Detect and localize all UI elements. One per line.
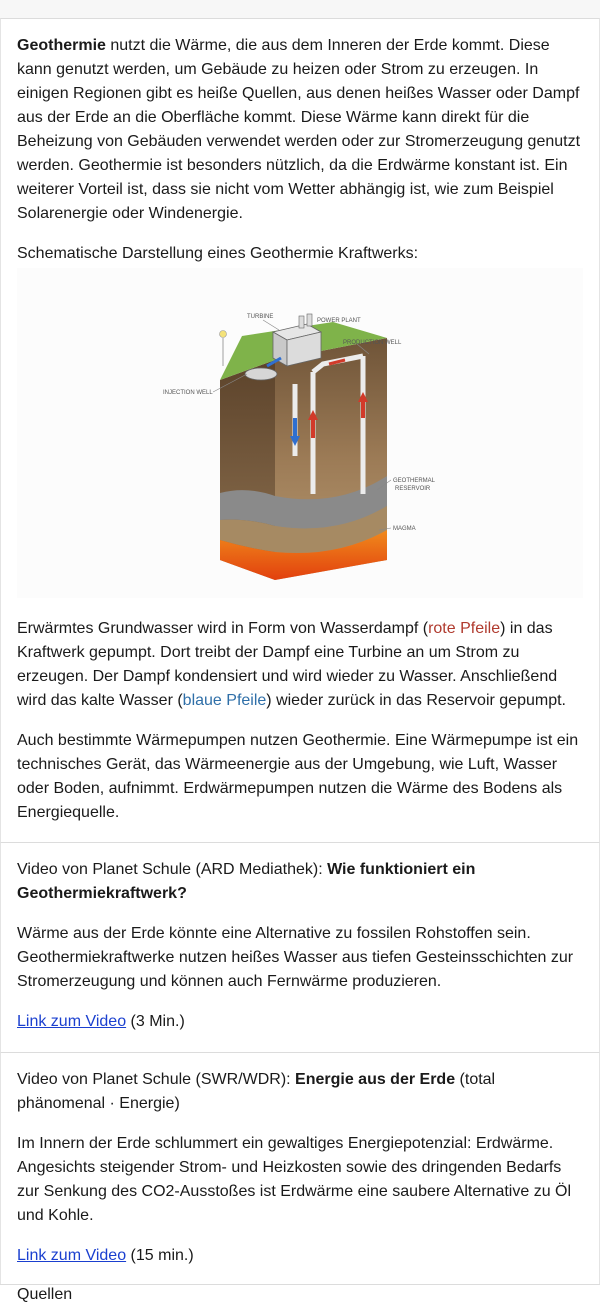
video2-link-row (17, 1244, 583, 1268)
video2-source: Video von Planet Schule (SWR/WDR): (17, 1071, 296, 1088)
video2-duration: (15 min.) (126, 1247, 194, 1264)
geothermal-diagram-svg (17, 268, 583, 598)
video2-suffix: (total phänomenal · Energie) (17, 1071, 496, 1112)
video1-description: Wärme aus der Erde könnte eine Alternative zu fossilen Rohstoffen sein. Geothermiekraftwerke nutzen heißes Wasser aus tiefen Gesteinsschichten zur Stromerzeugung und können auch Fernwärme produzieren. (17, 925, 574, 990)
sources-heading: Quellen (17, 1286, 73, 1303)
video1-link-row (17, 1010, 583, 1034)
label-geothermal: GEOTHERMAL (393, 478, 436, 484)
explain-part3: ) wieder zurück in das Reservoir gepumpt. (266, 692, 566, 709)
explanation-paragraph (17, 617, 583, 713)
heatpump-paragraph: Auch bestimmte Wärmepumpen nutzen Geothermie. Eine Wärmepumpe ist ein technisches Gerät, das Wärmeenergie aus der Umgebung, wie Luft, Wasser oder Boden, aufnimmt. Erdwärmepumpen nutzen die Wärme des Bodens als Energiequelle. (17, 732, 579, 821)
intro-paragraph (17, 34, 583, 226)
label-power-plant: POWER PLANT (317, 318, 361, 324)
label-injection-well: INJECTION WELL (163, 390, 213, 396)
label-magma: MAGMA (393, 526, 416, 532)
label-production-well: PRODUCTION WELL (343, 340, 402, 346)
red-arrows-label: rote Pfeile (428, 620, 501, 637)
video2-title: Energie aus der Erde (295, 1071, 456, 1088)
injection-tank (245, 368, 277, 380)
video2-description: Im Innern der Erde schlummert ein gewaltiges Energiepotenzial: Erdwärme. Angesichts steigender Strom- und Heizkosten sowie des dringenden Bedarfs zur Senkung des CO2-Ausstoßes ist Erdwärme eine saubere Alternative zu Öl und Kohle. (17, 1135, 572, 1224)
video2-heading (17, 1068, 583, 1116)
video1-duration: (3 Min.) (126, 1013, 185, 1030)
video2-link[interactable]: Link zum Video (17, 1247, 127, 1264)
intro-term: Geothermie (17, 37, 106, 54)
video1-heading (17, 858, 583, 906)
video1-link[interactable]: Link zum Video (17, 1013, 127, 1030)
label-turbine: TURBINE (247, 314, 274, 320)
explain-part1: Erwärmtes Grundwasser wird in Form von Wasserdampf ( (17, 620, 429, 637)
video1-title: Wie funktioniert ein Geothermiekraftwerk? (17, 861, 476, 902)
explain-part2: ) in das Kraftwerk gepumpt. Dort treibt der Dampf eine Turbine an um Strom zu erzeugen. Der Dampf kondensiert und wird wieder zu Wasser. Anschließend wird das kalte Wasser ( (17, 620, 558, 709)
geothermal-plant-diagram (17, 268, 583, 598)
blue-arrows-label: blaue Pfeile (182, 692, 267, 709)
label-reservoir: RESERVOIR (395, 486, 431, 492)
figure-caption: Schematische Darstellung eines Geothermie Kraftwerks: (17, 245, 419, 262)
intro-text: nutzt die Wärme, die aus dem Inneren der Erde kommt. Diese kann genutzt werden, um Gebäude zu heizen oder Strom zu erzeugen. In einigen Regionen gibt es heiße Quellen, aus denen heißes Wasser oder Dampf aus der Erde an die Oberfläche kommt. Diese Wärme kann direkt für die Beheizung von Gebäuden verwendet werden oder zur Stromerzeugung genutzt werden. Geothermie ist besonders nützlich, da die Erdwärme konstant ist. Ein weiterer Vorteil ist, dass sie nicht vom Wetter abhängig ist, wie zum Beispiel Solarenergie oder Windenergie. (17, 37, 581, 222)
light-bulb-icon (220, 331, 227, 338)
video1-source: Video von Planet Schule (ARD Mediathek): (17, 861, 328, 878)
top-bar (0, 0, 600, 19)
